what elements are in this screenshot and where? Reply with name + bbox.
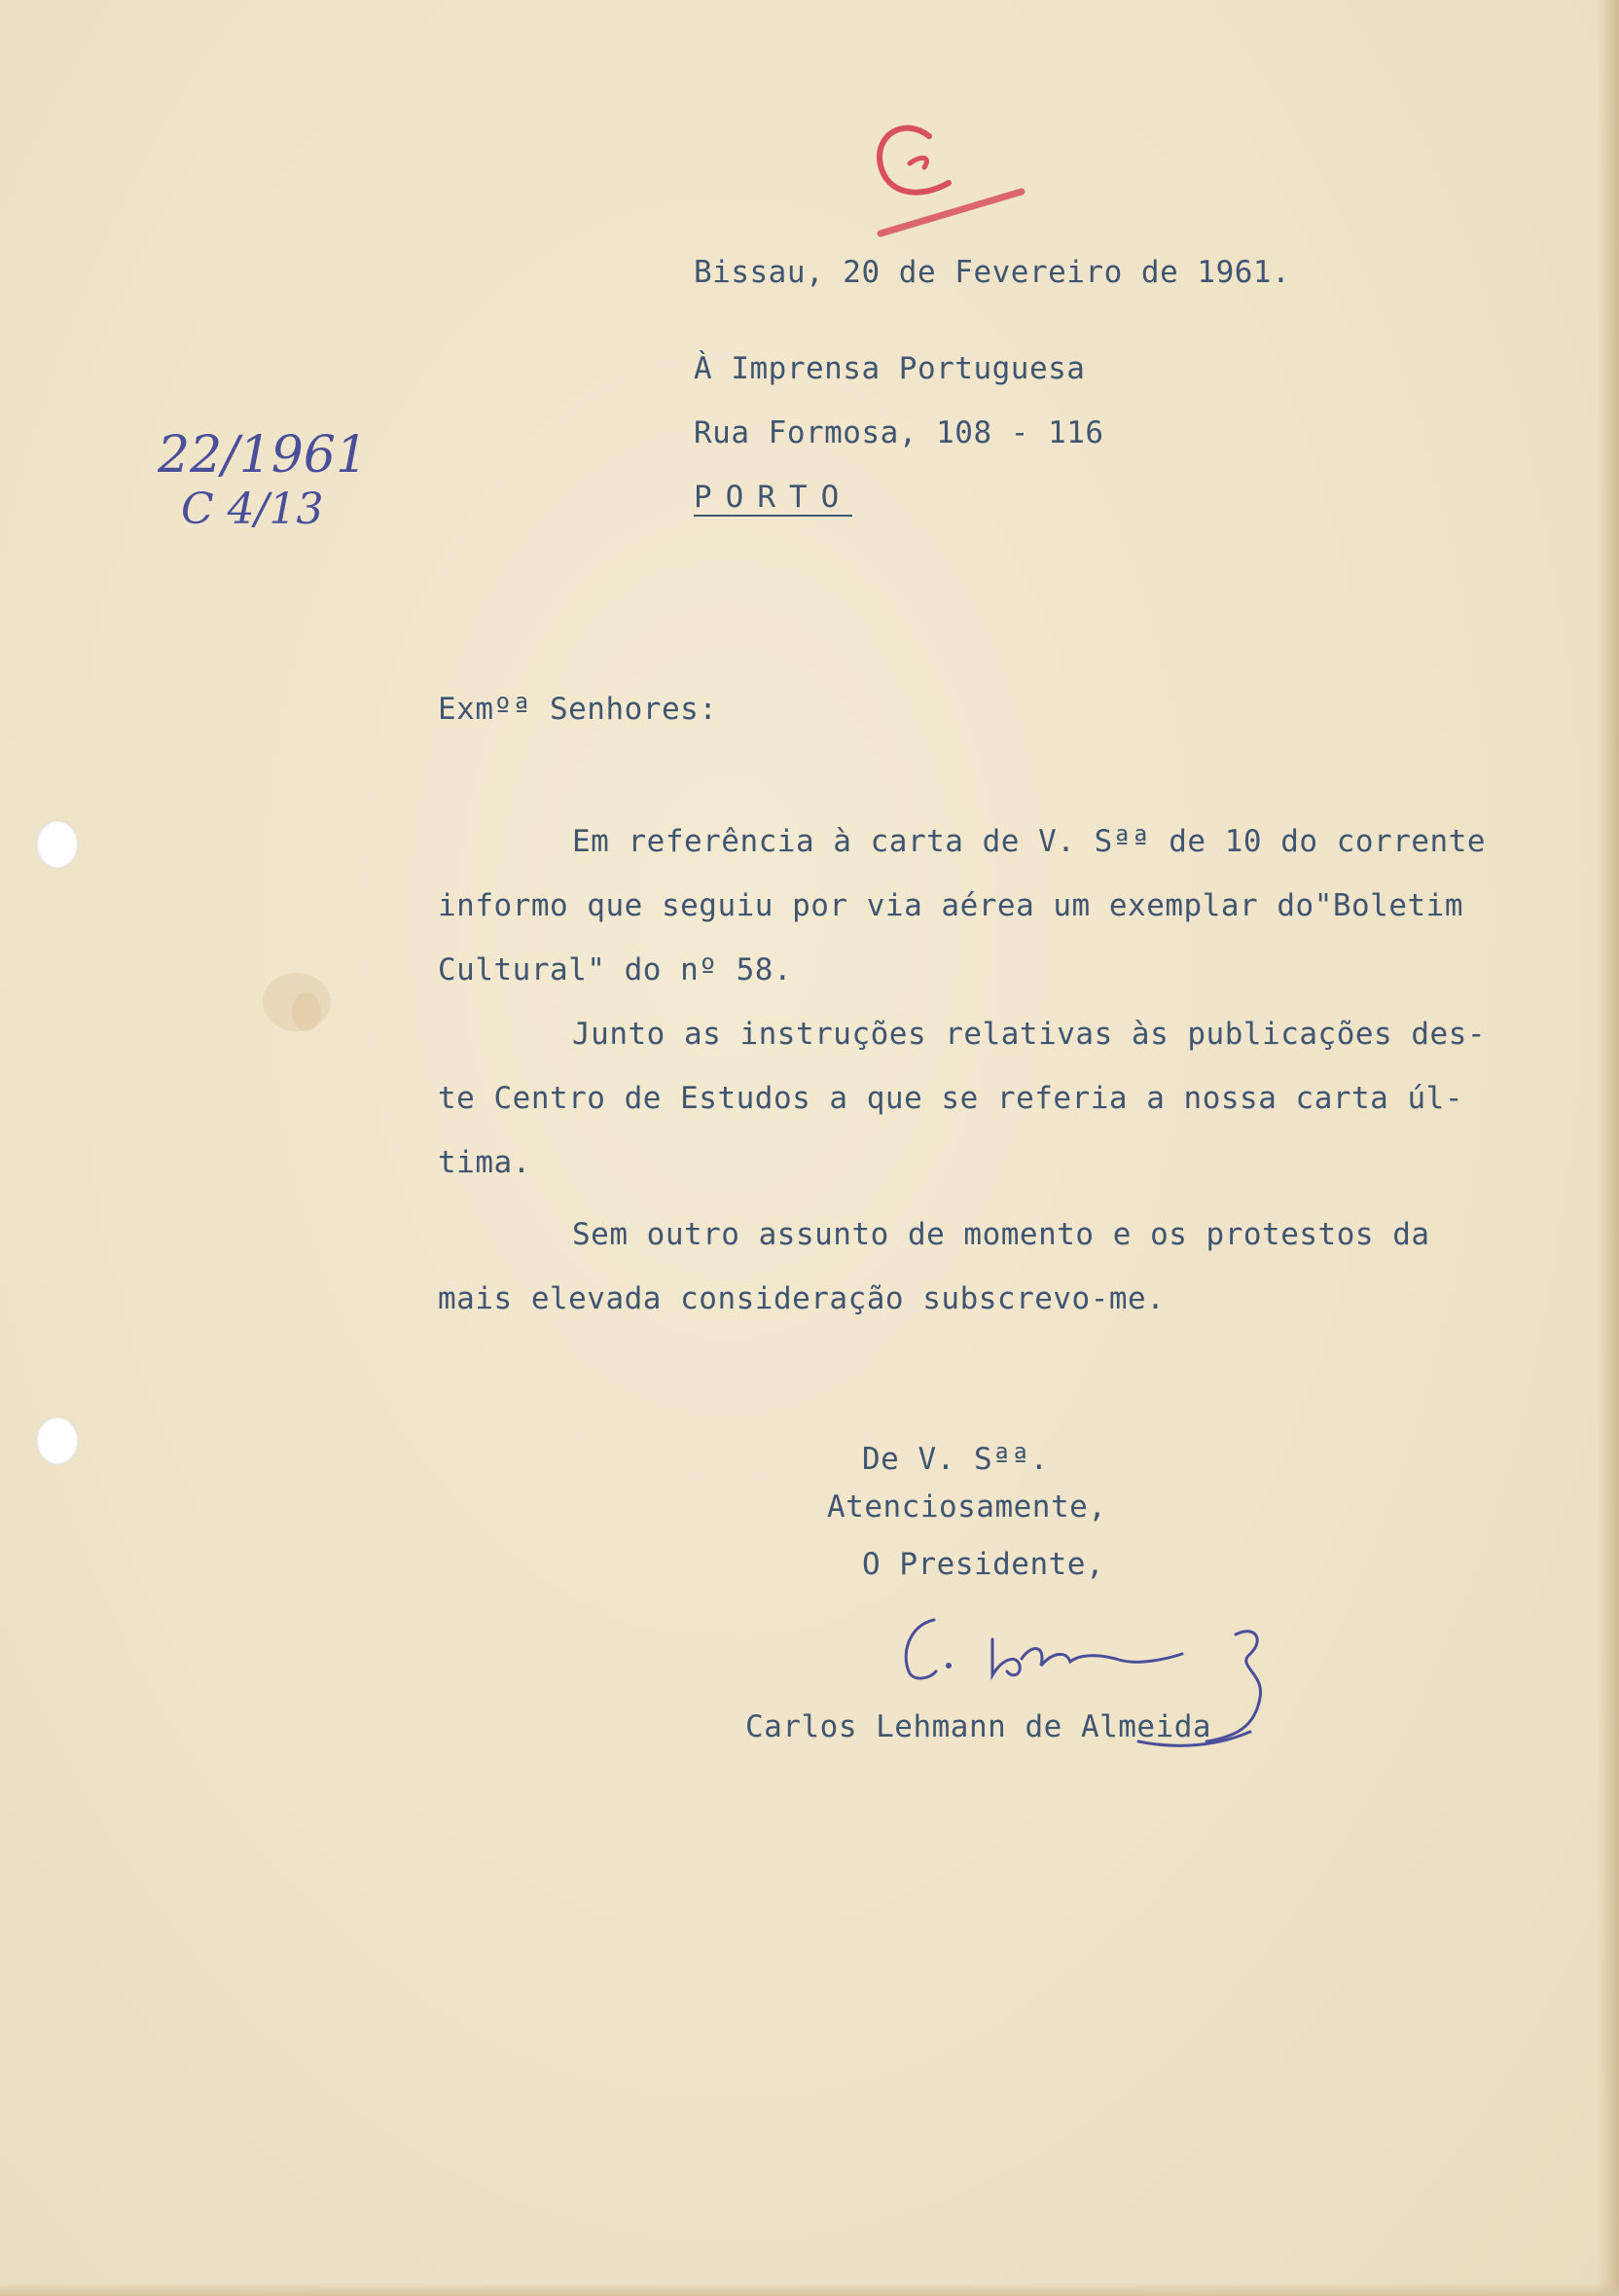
- body-line: Junto as instruções relativas às publicações des-: [572, 1017, 1487, 1052]
- recipient-line2: Rua Formosa, 108 - 116: [694, 415, 1104, 450]
- body-line: te Centro de Estudos a que se referia a nossa carta úl-: [438, 1081, 1463, 1116]
- closing-line3: O Presidente,: [862, 1547, 1105, 1582]
- body-line: tima.: [438, 1145, 531, 1180]
- body-line: mais elevada consideração subscrevo-me.: [438, 1281, 1166, 1316]
- recipient-line1: À Imprensa Portuguesa: [694, 351, 1086, 386]
- body-line: Em referência à carta de V. Sªª de 10 do corrente: [572, 824, 1487, 859]
- recipient-line3: PORTO: [694, 480, 853, 515]
- body-line: Sem outro assunto de momento e os protestos da: [572, 1217, 1430, 1252]
- ref-line2: C 4/13: [181, 484, 324, 534]
- signatory-name: Carlos Lehmann de Almeida: [745, 1709, 1212, 1744]
- place-date: Bissau, 20 de Fevereiro de 1961.: [694, 255, 1291, 290]
- closing-line1: De V. Sªª.: [862, 1442, 1049, 1477]
- body-line: informo que seguiu por via aérea um exemplar do"Boletim: [438, 888, 1463, 923]
- salutation: Exmºª Senhores:: [438, 692, 718, 727]
- closing-line2: Atenciosamente,: [827, 1489, 1107, 1525]
- ref-line1: 22/1961: [158, 426, 369, 484]
- body-line: Cultural" do nº 58.: [438, 952, 793, 987]
